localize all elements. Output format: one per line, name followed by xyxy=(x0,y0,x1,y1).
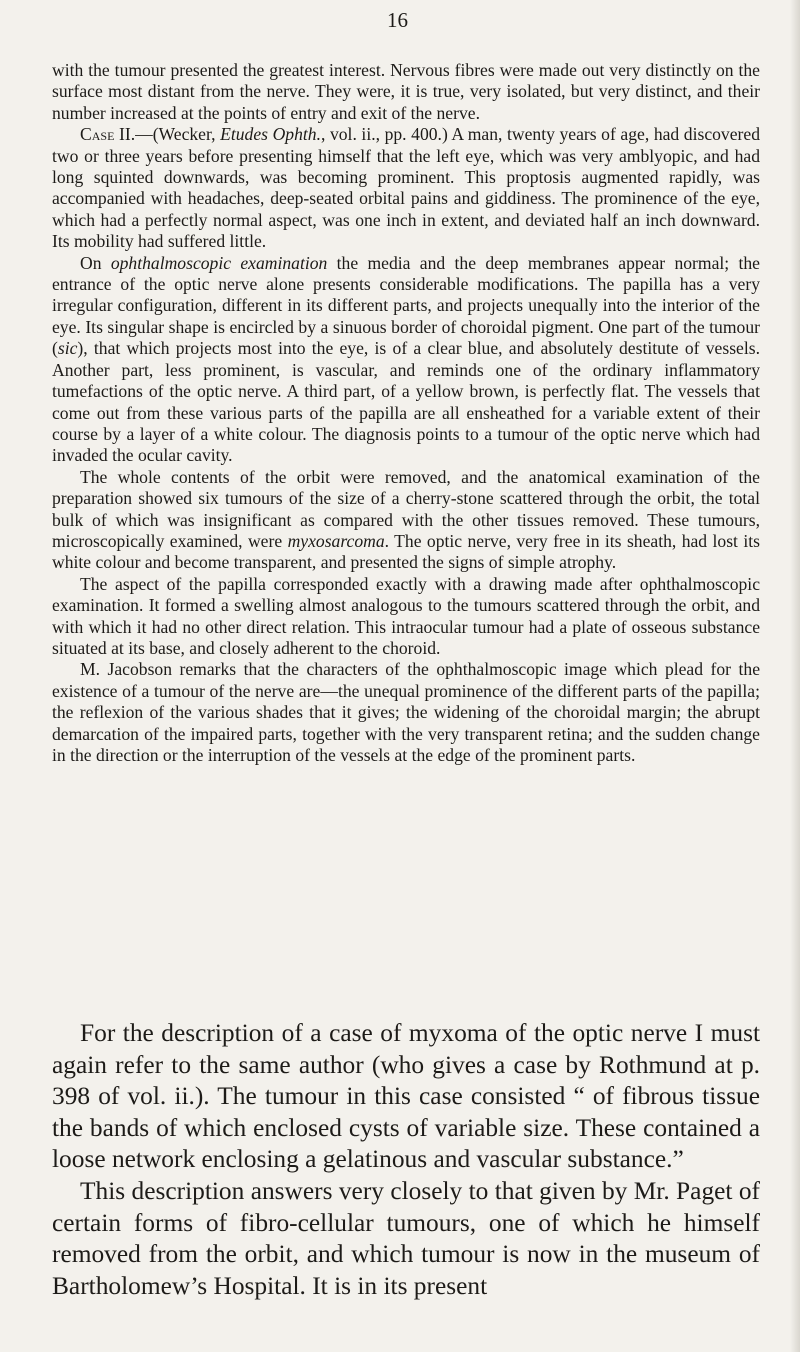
paragraph-p3 xyxy=(52,253,760,467)
text-run: myxosarcoma xyxy=(287,530,385,551)
paragraph-p4 xyxy=(52,467,760,574)
paragraph-p8 xyxy=(52,1176,760,1302)
paragraph-p1 xyxy=(52,60,760,124)
text-run: For the description of a case of myxoma of the optic nerve I must again refer to the same author (who gives a case by Rothmund at p. 398 of vol. ii.). The tumour in this case consisted “ of fibrous tissue the bands of which enclosed cysts of variable size. These contained a loose network enclosing a gelatinous and vascular substance.” xyxy=(52,1019,760,1174)
text-run: ophthalmoscopic examination xyxy=(110,252,328,273)
paragraph-p2 xyxy=(52,124,760,252)
paragraph-p5 xyxy=(52,574,760,660)
text-run: Etudes Ophth. xyxy=(220,124,321,145)
text-run: II.—(Wecker, xyxy=(114,124,221,145)
text-run: with the tumour presented the greatest interest. Nervous fibres were made out very distinctly on the surface most distant from the nerve. They were, it is true, very isolated, but very distinct, and their number increased at the points of entry and exit of the nerve. xyxy=(52,60,760,123)
text-run: This description answers very closely to that given by Mr. Paget of certain forms of fibro-cellular tumours, one of which he himself removed from the orbit, and which tumour is now in the museum of Bartholomew’s Hospital. It is in its present xyxy=(52,1176,760,1300)
page-number: 16 xyxy=(387,8,408,32)
text-run: ), that which projects most into the eye, is of a clear blue, and absolutely destitute of vessels. Another part, less prominent, is vascular, and reminds one of the ordinary inflammatory tumefactions of the optic nerve. A third part, of a yellow brown, is perfectly flat. The vessels that come out from these various parts of the papilla are all ensheathed for a variable extent of their course by a layer of a white colour. The diagnosis points to a tumour of the optic nerve which had invaded the ocular cavity. xyxy=(52,338,760,466)
text-run: The whole contents of the orbit were removed, and the anatomical examination of the preparation showed six tumours of the size of a cherry-stone scattered through the orbit, the total bulk of which was insignificant as compared with the other tissues removed. These tumours, microscopically examined, were xyxy=(52,466,760,551)
text-run: On xyxy=(80,252,111,273)
body-text-large xyxy=(52,1018,760,1302)
body-text-small xyxy=(52,60,760,766)
text-run: . The optic nerve, very free in its sheath, had lost its white colour and become transparent, and presented the signs of simple atrophy. xyxy=(52,530,760,573)
paragraph-p6 xyxy=(52,659,760,766)
text-run: Case xyxy=(80,124,115,145)
text-run: the media and the deep membranes appear normal; the entrance of the optic nerve alone presents considerable modifications. The papilla has a very irregular configuration, different in its different parts, and projects unequally into the interior of the eye. Its singular shape is encircled by a sinuous border of choroidal pigment. One part of the tumour ( xyxy=(52,252,760,359)
paragraph-p7 xyxy=(52,1018,760,1176)
text-run: The aspect of the papilla corresponded exactly with a drawing made after ophthalmoscopic examination. It formed a swelling almost analogous to the tumours scattered through the orbit, and with which it had no other direct relation. This intraocular tumour had a plate of osseous substance situated at its base, and closely adherent to the choroid. xyxy=(52,573,760,658)
text-run: M. Jacobson remarks that the characters of the ophthalmoscopic image which plead for the existence of a tumour of the nerve are—the unequal prominence of the different parts of the papilla; the reflexion of the various shades that it gives; the widening of the choroidal margin; the abrupt demarcation of the impaired parts, together with the very transparent retina; and the sudden change in the direction or the interruption of the vessels at the edge of the prominent parts. xyxy=(52,659,760,765)
page-edge-shadow xyxy=(790,0,800,1352)
text-run: sic xyxy=(57,338,78,359)
text-run: , vol. ii., pp. 400.) A man, twenty years of age, had discovered two or three years before presenting himself that the left eye, which was very amblyopic, and had long squinted downwards, was becoming prominent. This proptosis augmented rapidly, was accompanied with headaches, deep-seated orbital pains and giddiness. The prominence of the eye, which had a perfectly normal aspect, was one inch in extent, and deviated half an inch downward. Its mobility had suffered little. xyxy=(52,124,761,252)
